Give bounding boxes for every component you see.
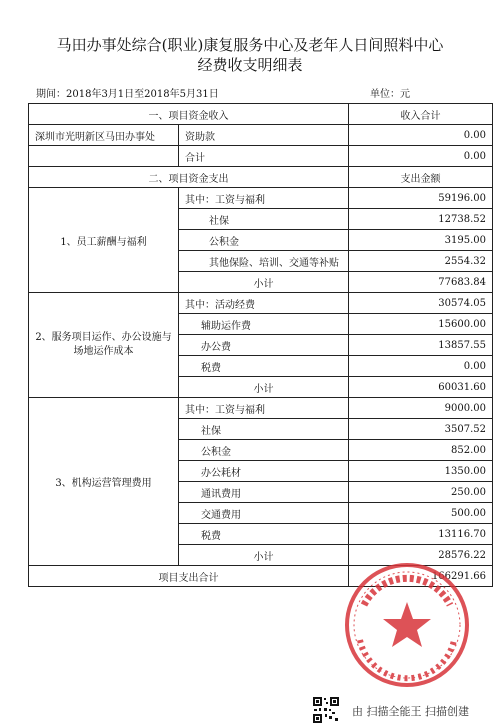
expense-item-value: 59196.00 bbox=[349, 188, 493, 209]
expense-item-label: 社保 bbox=[179, 209, 349, 230]
income-header-row bbox=[29, 104, 493, 125]
expense-item-value: 15600.00 bbox=[349, 314, 493, 335]
expense-header-row bbox=[29, 167, 493, 188]
income-total-header: 收入合计 bbox=[349, 104, 493, 125]
expense-item-value: 852.00 bbox=[349, 440, 493, 461]
expense-item-value: 500.00 bbox=[349, 503, 493, 524]
expense-item-label: 其他保险、培训、交通等补贴 bbox=[179, 251, 349, 272]
official-seal-stamp bbox=[342, 560, 472, 690]
expense-item-label: 税费 bbox=[179, 356, 349, 377]
table-row bbox=[29, 398, 493, 419]
table-row bbox=[29, 188, 493, 209]
scanner-footer bbox=[312, 696, 492, 724]
income-item-label: 资助款 bbox=[179, 125, 349, 146]
expense-item-value: 250.00 bbox=[349, 482, 493, 503]
income-source: 深圳市光明新区马田办事处 bbox=[29, 125, 179, 146]
expense-item-label: 通讯费用 bbox=[179, 482, 349, 503]
expense-item-value: 0.00 bbox=[349, 356, 493, 377]
subtotal-label: 小计 bbox=[179, 377, 349, 398]
income-total-value: 0.00 bbox=[349, 146, 493, 167]
grand-total-label: 项目支出合计 bbox=[29, 566, 349, 587]
expense-item-label: 其中：工资与福利 bbox=[179, 398, 349, 419]
group-name-operations: 2、服务项目运作、办公设施与场地运作成本 bbox=[29, 293, 179, 398]
group-name-salary: 1、员工薪酬与福利 bbox=[29, 188, 179, 293]
qr-code-icon bbox=[312, 696, 340, 724]
unit-label: 单位：元 bbox=[370, 89, 410, 100]
expense-item-value: 13116.70 bbox=[349, 524, 493, 545]
expense-item-label: 公积金 bbox=[179, 230, 349, 251]
empty-cell bbox=[29, 146, 179, 167]
expense-item-label: 办公费 bbox=[179, 335, 349, 356]
expense-item-value: 1350.00 bbox=[349, 461, 493, 482]
expense-item-label: 办公耗材 bbox=[179, 461, 349, 482]
expense-item-value: 3507.52 bbox=[349, 419, 493, 440]
document-subtitle: 经费收支明细表 bbox=[197, 56, 303, 74]
subtotal-label: 小计 bbox=[179, 272, 349, 293]
table-row bbox=[29, 146, 493, 167]
expense-total-header: 支出金额 bbox=[349, 167, 493, 188]
income-section-label: 一、项目资金收入 bbox=[29, 104, 349, 125]
expense-item-value: 3195.00 bbox=[349, 230, 493, 251]
table-row bbox=[29, 125, 493, 146]
expense-item-label: 其中：活动经费 bbox=[179, 293, 349, 314]
grand-total-value: 166291.66 bbox=[349, 566, 493, 587]
income-item-value: 0.00 bbox=[349, 125, 493, 146]
group-name-admin: 3、机构运营管理费用 bbox=[29, 398, 179, 566]
scanner-credit-text: 由 扫描全能王 扫描创建 bbox=[352, 705, 469, 718]
expense-item-label: 其中：工资与福利 bbox=[179, 188, 349, 209]
period-label: 期间：2018年3月1日至2018年5月31日 bbox=[36, 89, 219, 100]
subtotal-value: 77683.84 bbox=[349, 272, 493, 293]
expense-item-value: 30574.05 bbox=[349, 293, 493, 314]
subtotal-value: 28576.22 bbox=[349, 545, 493, 566]
subtotal-label: 小计 bbox=[179, 545, 349, 566]
expense-section-label: 二、项目资金支出 bbox=[29, 167, 349, 188]
expense-item-label: 社保 bbox=[179, 419, 349, 440]
expense-item-value: 9000.00 bbox=[349, 398, 493, 419]
expense-item-value: 2554.32 bbox=[349, 251, 493, 272]
expense-item-value: 13857.55 bbox=[349, 335, 493, 356]
subtotal-value: 60031.60 bbox=[349, 377, 493, 398]
expense-item-label: 辅助运作费 bbox=[179, 314, 349, 335]
table-row bbox=[29, 293, 493, 314]
expense-item-label: 税费 bbox=[179, 524, 349, 545]
document-title: 马田办事处综合(职业)康复服务中心及老年人日间照料中心 bbox=[56, 36, 444, 54]
expense-item-value: 12738.52 bbox=[349, 209, 493, 230]
expense-table bbox=[28, 103, 493, 587]
expense-item-label: 公积金 bbox=[179, 440, 349, 461]
expense-item-label: 交通费用 bbox=[179, 503, 349, 524]
income-total-label: 合计 bbox=[179, 146, 349, 167]
